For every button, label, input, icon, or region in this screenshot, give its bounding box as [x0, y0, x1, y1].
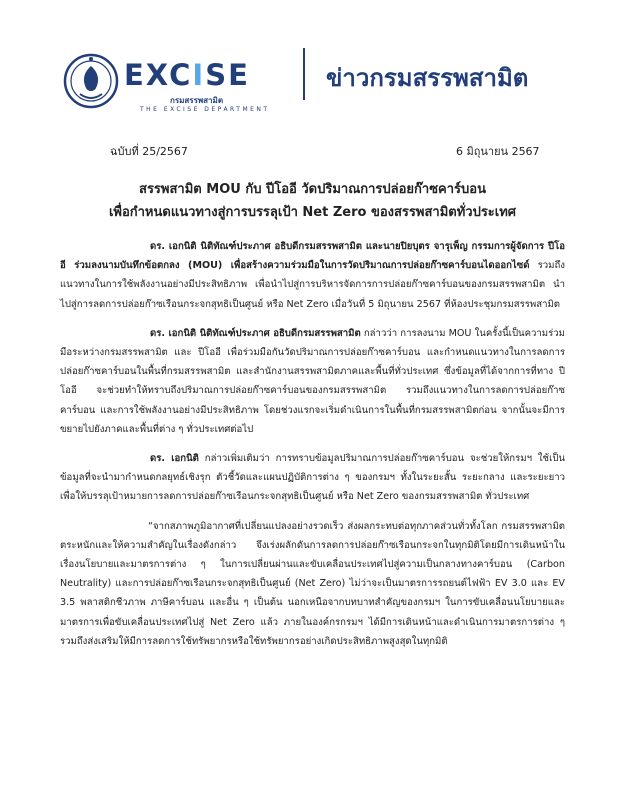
excise-logo: [124, 58, 289, 120]
excise-seal-icon: [62, 50, 120, 112]
brand-wordmark: EXCISE: [124, 58, 250, 92]
paragraph-2: ดร. เอกนิติ นิติทัณฑ์ประภาศ อธิบดีกรมสรรพสามิต กล่าวว่า การลงนาม MOU ในครั้งนี้เป็นความร่วมมือระหว่างกรมสรรพสามิต และ ปีโออี เพื่อร่วมมือกันวัดปริมาณการปล่อยก๊าซคาร์บอน และกำหนดแนวทางในการลดการปล่อยก๊าซคาร์บอนในพื้นที่กรมสรรพสามิต และสำนักงานสรรพสามิตภาคและพื้นที่ทั่วประเทศ ซึ่งข้อมูลที่ได้จากการที่ทาง ปีโออี จะช่วยทำให้ทราบถึงปริมาณการปล่อยก๊าซคาร์บอนของกรมสรรพสามิต รวมถึงแนวทางในการลดการปล่อยก๊าซคาร์บอน และการใช้พลังงานอย่างมีประสิทธิภาพ โดยช่วงแรกจะเริ่มดำเนินการในพื้นที่กรมสรรพสามิตก่อน จากนั้นจะมีการขยายไปยังภาคและพื้นที่ต่าง ๆ ทั่วประเทศต่อไป: [60, 327, 565, 435]
header-divider: [303, 48, 305, 100]
brand-thai-name: กรมสรรพสามิต: [170, 96, 224, 105]
headline-line-1: สรรพสามิต MOU กับ ปีโออี วัดปริมาณการปล่อยก๊าซคาร์บอน: [139, 182, 486, 197]
paragraph-3: ดร. เอกนิติ กล่าวเพิ่มเติมว่า การทราบข้อมูลปริมาณการปล่อยก๊าซคาร์บอน จะช่วยให้กรมฯ ใช้เป็นข้อมูลที่จะนำมากำหนดกลยุทธ์เชิงรุก ตัวชี้วัดและแผนปฏิบัติการต่าง ๆ ของกรมฯ ทั้งในระยะสั้น ระยะกลาง และระยะยาว เพื่อให้บรรลุเป้าหมายการลดการปล่อยก๊าซเรือนกระจกสุทธิเป็นศูนย์ หรือ Net Zero ของกรมสรรพสามิต ทั่วประเทศ: [60, 453, 565, 503]
paragraph-1: ดร. เอกนิติ นิติทัณฑ์ประภาศ อธิบดีกรมสรรพสามิต และนายปิยบุตร จารุเพ็ญ กรรมการผู้จัดการ ปีโออี ร่วมลงนามบันทึกข้อตกลง (MOU) เพื่อสร้างความร่วมมือในการวัดปริมาณการปล่อยก๊าซคาร์บอนไดออกไซด์ รวมถึงแนวทางในการใช้พลังงานอย่างมีประสิทธิภาพ เพื่อนำไปสู่การบริหารจัดการการปล่อยก๊าซคาร์บอนของกรมสรรพสามิต นำไปสู่การลดการปล่อยก๊าซเรือนกระจกสุทธิเป็นศูนย์ หรือ Net Zero เมื่อวันที่ 5 มิถุนายน 2567 ที่ห้องประชุมกรมสรรพสามิต: [60, 241, 565, 310]
paragraph-4: “จากสภาพภูมิอากาศที่เปลี่ยนแปลงอย่างรวดเร็ว ส่งผลกระทบต่อทุกภาคส่วนทั่วทั้งโลก กรมสรรพสามิตตระหนักและให้ความสำคัญในเรื่องดังกล่าว จึงเร่งผลักดันการลดการปล่อยก๊าซเรือนกระจกในทุกมิติโดยมีการเดินหน้าในเรื่องนโยบายและมาตรการต่าง ๆ ในการเปลี่ยนผ่านและขับเคลื่อนประเทศไปสู่ความเป็นกลางทางคาร์บอน (Carbon Neutrality) และการปล่อยก๊าซเรือนกระจกสุทธิเป็นศูนย์ (Net Zero) ไม่ว่าจะเป็นมาตรการรถยนต์ไฟฟ้า EV 3.0 และ EV 3.5 พลาสติกชีวภาพ ภาษีคาร์บอน และอื่น ๆ เป็นต้น นอกเหนือจากบทบาทสำคัญของกรมฯ ในการขับเคลื่อนนโยบายและมาตรการเพื่อขับเคลื่อนประเทศไปสู่ Net Zero แล้ว ภายในองค์กรกรมฯ ได้มีการเดินหน้าและดำเนินการมาตรการต่าง ๆ รวมถึงส่งเสริมให้มีการลดการใช้ทรัพยากรหรือใช้ทรัพยากรอย่างเกิดประสิทธิภาพสูงสุดในทุกมิติ: [60, 520, 565, 647]
article-body: [60, 237, 565, 661]
issue-number: ฉบับที่ 25/2567: [110, 145, 188, 158]
issue-date: 6 มิถุนายน 2567: [456, 145, 540, 158]
news-title: ข่าวกรมสรรพสามิต: [326, 64, 529, 92]
brand-english-name: THE EXCISE DEPARTMENT: [140, 106, 270, 113]
headline-line-2: เพื่อกำหนดแนวทางสู่การบรรลุเป้า Net Zero ของสรรพสามิตทั่วประเทศ: [108, 205, 517, 220]
page-header: [0, 0, 625, 120]
